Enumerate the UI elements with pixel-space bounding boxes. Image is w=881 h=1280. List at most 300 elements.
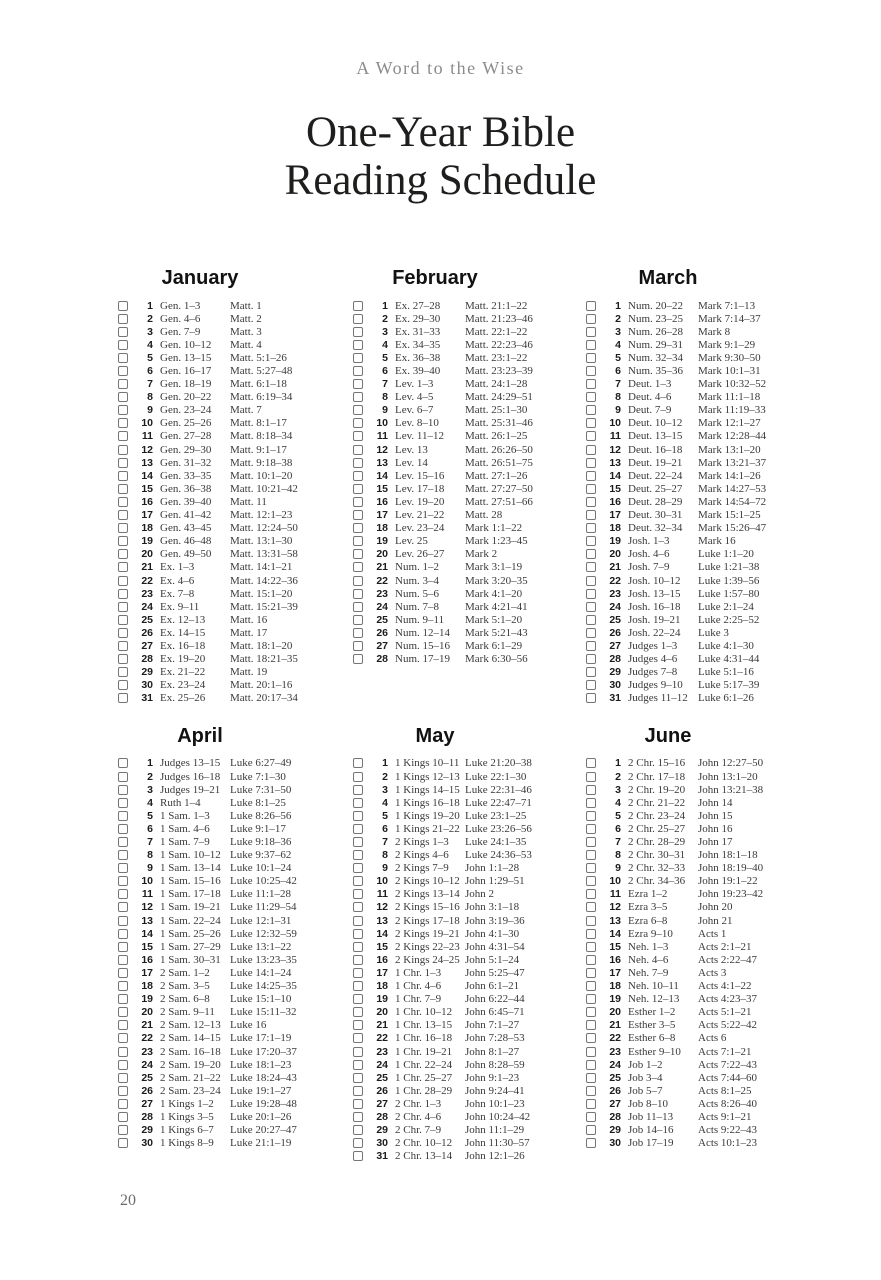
checkbox[interactable] xyxy=(118,785,128,795)
checkbox[interactable] xyxy=(353,392,363,402)
day-number: 12 xyxy=(376,443,388,456)
old-testament-reading: 1 Chr. 25–27 xyxy=(395,1071,453,1084)
checkbox[interactable] xyxy=(586,405,596,415)
new-testament-reading: Matt. 10:21–42 xyxy=(230,482,298,495)
reading-row xyxy=(110,430,345,443)
checkbox[interactable] xyxy=(586,379,596,389)
checkbox[interactable] xyxy=(586,562,596,572)
reading-row xyxy=(578,325,811,338)
checkbox[interactable] xyxy=(353,523,363,533)
checkbox[interactable] xyxy=(118,471,128,481)
reading-row xyxy=(110,338,345,351)
new-testament-reading: John 10:1–23 xyxy=(465,1097,525,1110)
checkbox[interactable] xyxy=(586,510,596,520)
checkbox[interactable] xyxy=(118,366,128,376)
checkbox[interactable] xyxy=(353,929,363,939)
page-title-line2: Reading Schedule xyxy=(284,157,597,204)
day-number: 11 xyxy=(141,430,153,443)
checkbox[interactable] xyxy=(353,615,363,625)
checkbox[interactable] xyxy=(586,758,596,768)
checkbox[interactable] xyxy=(118,1125,128,1135)
reading-row xyxy=(110,666,345,679)
checkbox[interactable] xyxy=(118,562,128,572)
checkbox[interactable] xyxy=(353,418,363,428)
reading-row xyxy=(110,901,345,914)
reading-row xyxy=(578,901,811,914)
reading-row xyxy=(110,653,345,666)
checkbox[interactable] xyxy=(118,484,128,494)
checkbox[interactable] xyxy=(353,1125,363,1135)
checkbox[interactable] xyxy=(353,366,363,376)
reading-row xyxy=(110,1006,345,1019)
checkbox[interactable] xyxy=(353,955,363,965)
day-number: 17 xyxy=(141,509,153,522)
checkbox[interactable] xyxy=(586,876,596,886)
checkbox[interactable] xyxy=(353,1033,363,1043)
checkbox[interactable] xyxy=(353,1099,363,1109)
day-number: 9 xyxy=(382,862,388,875)
checkbox[interactable] xyxy=(586,327,596,337)
old-testament-reading: Gen. 25–26 xyxy=(160,417,212,430)
old-testament-reading: 2 Sam. 16–18 xyxy=(160,1045,221,1058)
checkbox[interactable] xyxy=(353,1073,363,1083)
checkbox[interactable] xyxy=(118,772,128,782)
checkbox[interactable] xyxy=(118,431,128,441)
day-number: 20 xyxy=(609,548,621,561)
old-testament-reading: Judges 4–6 xyxy=(628,653,678,666)
checkbox[interactable] xyxy=(118,1112,128,1122)
checkbox[interactable] xyxy=(353,379,363,389)
checkbox[interactable] xyxy=(118,981,128,991)
day-number: 1 xyxy=(147,757,153,770)
checkbox[interactable] xyxy=(353,837,363,847)
checkbox[interactable] xyxy=(353,484,363,494)
checkbox[interactable] xyxy=(118,536,128,546)
reading-row xyxy=(578,757,811,770)
checkbox[interactable] xyxy=(353,510,363,520)
checkbox[interactable] xyxy=(118,837,128,847)
day-number: 26 xyxy=(609,626,621,639)
checkbox[interactable] xyxy=(118,1099,128,1109)
day-number: 11 xyxy=(376,430,388,443)
day-number: 19 xyxy=(141,535,153,548)
checkbox[interactable] xyxy=(353,641,363,651)
checkbox[interactable] xyxy=(118,758,128,768)
checkbox[interactable] xyxy=(118,314,128,324)
checkbox[interactable] xyxy=(353,850,363,860)
old-testament-reading: 2 Chr. 34–36 xyxy=(628,875,686,888)
checkbox[interactable] xyxy=(586,902,596,912)
checkbox[interactable] xyxy=(353,301,363,311)
old-testament-reading: 1 Chr. 1–3 xyxy=(395,966,442,979)
new-testament-reading: John 21 xyxy=(698,914,733,927)
day-number: 7 xyxy=(615,378,621,391)
reading-row xyxy=(345,822,578,835)
reading-row xyxy=(578,364,811,377)
old-testament-reading: Deut. 10–12 xyxy=(628,417,683,430)
checkbox[interactable] xyxy=(353,628,363,638)
new-testament-reading: Acts 10:1–23 xyxy=(698,1137,757,1150)
day-number: 22 xyxy=(141,1032,153,1045)
old-testament-reading: Josh. 16–18 xyxy=(628,600,681,613)
old-testament-reading: Ex. 23–24 xyxy=(160,679,206,692)
checkbox[interactable] xyxy=(586,1112,596,1122)
day-number: 9 xyxy=(382,404,388,417)
new-testament-reading: Mark 8 xyxy=(698,325,731,338)
checkbox[interactable] xyxy=(353,968,363,978)
checkbox[interactable] xyxy=(353,758,363,768)
checkbox[interactable] xyxy=(353,824,363,834)
reading-row xyxy=(110,548,345,561)
new-testament-reading: Matt. 17 xyxy=(230,626,268,639)
checkbox[interactable] xyxy=(586,785,596,795)
checkbox[interactable] xyxy=(118,929,128,939)
old-testament-reading: Gen. 13–15 xyxy=(160,351,212,364)
checkbox[interactable] xyxy=(353,445,363,455)
checkbox[interactable] xyxy=(353,942,363,952)
checkbox[interactable] xyxy=(586,889,596,899)
checkbox[interactable] xyxy=(118,1020,128,1030)
new-testament-reading: John 8:28–59 xyxy=(465,1058,525,1071)
day-number: 28 xyxy=(609,1110,621,1123)
checkbox[interactable] xyxy=(118,811,128,821)
day-number: 19 xyxy=(609,993,621,1006)
new-testament-reading: Luke 20:1–26 xyxy=(230,1110,292,1123)
reading-row xyxy=(110,522,345,535)
checkbox[interactable] xyxy=(118,549,128,559)
new-testament-reading: Acts 7:1–21 xyxy=(698,1045,752,1058)
old-testament-reading: 2 Sam. 1–2 xyxy=(160,966,210,979)
checkbox[interactable] xyxy=(586,929,596,939)
checkbox[interactable] xyxy=(586,589,596,599)
checkbox[interactable] xyxy=(586,863,596,873)
checkbox[interactable] xyxy=(586,340,596,350)
checkbox[interactable] xyxy=(353,1047,363,1057)
checkbox[interactable] xyxy=(586,1073,596,1083)
day-number: 13 xyxy=(609,456,621,469)
checkbox[interactable] xyxy=(586,837,596,847)
checkbox[interactable] xyxy=(353,562,363,572)
month-section xyxy=(345,725,578,1163)
day-number: 19 xyxy=(376,993,388,1006)
checkbox[interactable] xyxy=(586,458,596,468)
checkbox[interactable] xyxy=(118,680,128,690)
reading-row xyxy=(345,312,578,325)
checkbox[interactable] xyxy=(586,353,596,363)
new-testament-reading: Mark 12:1–27 xyxy=(698,417,761,430)
reading-row xyxy=(578,953,811,966)
old-testament-reading: Ex. 21–22 xyxy=(160,666,206,679)
checkbox[interactable] xyxy=(118,1007,128,1017)
checkbox[interactable] xyxy=(586,811,596,821)
checkbox[interactable] xyxy=(586,1138,596,1148)
checkbox[interactable] xyxy=(118,497,128,507)
checkbox[interactable] xyxy=(586,824,596,834)
checkbox[interactable] xyxy=(118,667,128,677)
checkbox[interactable] xyxy=(353,654,363,664)
reading-row xyxy=(345,600,578,613)
checkbox[interactable] xyxy=(353,889,363,899)
new-testament-reading: Mark 15:26–47 xyxy=(698,522,767,535)
checkbox[interactable] xyxy=(118,654,128,664)
checkbox[interactable] xyxy=(118,576,128,586)
checkbox[interactable] xyxy=(586,314,596,324)
new-testament-reading: Matt. 14:1–21 xyxy=(230,561,293,574)
checkbox[interactable] xyxy=(118,418,128,428)
checkbox[interactable] xyxy=(353,772,363,782)
checkbox[interactable] xyxy=(586,366,596,376)
checkbox[interactable] xyxy=(118,615,128,625)
checkbox[interactable] xyxy=(586,615,596,625)
new-testament-reading: Luke 22:47–71 xyxy=(465,796,532,809)
old-testament-reading: Ex. 16–18 xyxy=(160,639,206,652)
checkbox[interactable] xyxy=(353,876,363,886)
checkbox[interactable] xyxy=(353,405,363,415)
day-number: 1 xyxy=(147,299,153,312)
checkbox[interactable] xyxy=(586,1099,596,1109)
reading-row xyxy=(578,1097,811,1110)
checkbox[interactable] xyxy=(586,968,596,978)
old-testament-reading: Job 14–16 xyxy=(628,1124,674,1137)
day-number: 26 xyxy=(376,626,388,639)
checkbox[interactable] xyxy=(118,340,128,350)
checkbox[interactable] xyxy=(586,916,596,926)
checkbox[interactable] xyxy=(586,549,596,559)
day-number: 14 xyxy=(609,927,621,940)
old-testament-reading: Ex. 14–15 xyxy=(160,626,206,639)
checkbox[interactable] xyxy=(353,327,363,337)
day-number: 6 xyxy=(147,822,153,835)
reading-row xyxy=(578,391,811,404)
day-number: 3 xyxy=(382,783,388,796)
checkbox[interactable] xyxy=(118,889,128,899)
checkbox[interactable] xyxy=(118,1047,128,1057)
checkbox[interactable] xyxy=(118,876,128,886)
checkbox[interactable] xyxy=(586,445,596,455)
checkbox[interactable] xyxy=(586,471,596,481)
checkbox[interactable] xyxy=(118,1138,128,1148)
day-number: 30 xyxy=(609,679,621,692)
checkbox[interactable] xyxy=(586,536,596,546)
reading-row xyxy=(110,587,345,600)
reading-row xyxy=(578,548,811,561)
checkbox[interactable] xyxy=(586,942,596,952)
checkbox[interactable] xyxy=(586,994,596,1004)
reading-row xyxy=(578,940,811,953)
checkbox[interactable] xyxy=(118,353,128,363)
checkbox[interactable] xyxy=(353,497,363,507)
checkbox[interactable] xyxy=(586,693,596,703)
checkbox[interactable] xyxy=(118,902,128,912)
checkbox[interactable] xyxy=(586,1047,596,1057)
old-testament-reading: Ex. 29–30 xyxy=(395,312,441,325)
checkbox[interactable] xyxy=(118,968,128,978)
checkbox[interactable] xyxy=(586,680,596,690)
checkbox[interactable] xyxy=(118,523,128,533)
checkbox[interactable] xyxy=(586,667,596,677)
checkbox[interactable] xyxy=(353,1151,363,1161)
checkbox[interactable] xyxy=(353,431,363,441)
checkbox[interactable] xyxy=(118,1060,128,1070)
checkbox[interactable] xyxy=(586,484,596,494)
checkbox[interactable] xyxy=(118,405,128,415)
new-testament-reading: Luke 1:1–20 xyxy=(698,548,754,561)
reading-row xyxy=(345,430,578,443)
checkbox[interactable] xyxy=(353,1007,363,1017)
day-number: 8 xyxy=(382,391,388,404)
old-testament-reading: Ex. 31–33 xyxy=(395,325,441,338)
new-testament-reading: Luke 14:25–35 xyxy=(230,980,297,993)
running-head: A Word to the Wise xyxy=(356,58,525,78)
checkbox[interactable] xyxy=(118,850,128,860)
checkbox[interactable] xyxy=(353,549,363,559)
checkbox[interactable] xyxy=(353,902,363,912)
checkbox[interactable] xyxy=(586,1020,596,1030)
checkbox[interactable] xyxy=(353,785,363,795)
checkbox[interactable] xyxy=(118,916,128,926)
checkbox[interactable] xyxy=(353,602,363,612)
new-testament-reading: Luke 12:1–31 xyxy=(230,914,292,927)
old-testament-reading: Ex. 4–6 xyxy=(160,574,195,587)
new-testament-reading: Matt. 7 xyxy=(230,404,262,417)
checkbox[interactable] xyxy=(586,301,596,311)
checkbox[interactable] xyxy=(586,418,596,428)
reading-row xyxy=(578,666,811,679)
checkbox[interactable] xyxy=(586,798,596,808)
checkbox[interactable] xyxy=(586,955,596,965)
day-number: 5 xyxy=(147,809,153,822)
old-testament-reading: Gen. 20–22 xyxy=(160,391,212,404)
new-testament-reading: Acts 3 xyxy=(698,966,727,979)
checkbox[interactable] xyxy=(353,1020,363,1030)
checkbox[interactable] xyxy=(118,824,128,834)
checkbox[interactable] xyxy=(353,536,363,546)
old-testament-reading: 1 Chr. 4–6 xyxy=(395,980,442,993)
new-testament-reading: Acts 5:1–21 xyxy=(698,1006,752,1019)
new-testament-reading: John 4:1–30 xyxy=(465,927,520,940)
reading-row xyxy=(578,574,811,587)
old-testament-reading: Deut. 1–3 xyxy=(628,378,672,391)
old-testament-reading: Josh. 13–15 xyxy=(628,587,681,600)
reading-row xyxy=(345,1084,578,1097)
checkbox[interactable] xyxy=(586,1033,596,1043)
checkbox[interactable] xyxy=(586,1060,596,1070)
new-testament-reading: Luke 11:29–54 xyxy=(230,901,297,914)
checkbox[interactable] xyxy=(118,942,128,952)
checkbox[interactable] xyxy=(118,693,128,703)
day-number: 6 xyxy=(147,365,153,378)
checkbox[interactable] xyxy=(118,458,128,468)
checkbox[interactable] xyxy=(586,1086,596,1096)
checkbox[interactable] xyxy=(118,994,128,1004)
checkbox[interactable] xyxy=(118,301,128,311)
checkbox[interactable] xyxy=(586,981,596,991)
months-grid xyxy=(110,267,881,1163)
checkbox[interactable] xyxy=(353,340,363,350)
old-testament-reading: Josh. 4–6 xyxy=(628,548,670,561)
checkbox[interactable] xyxy=(586,497,596,507)
reading-row xyxy=(578,535,811,548)
reading-row xyxy=(578,888,811,901)
checkbox[interactable] xyxy=(118,445,128,455)
checkbox[interactable] xyxy=(118,602,128,612)
day-number: 22 xyxy=(141,574,153,587)
checkbox[interactable] xyxy=(586,1007,596,1017)
checkbox[interactable] xyxy=(353,981,363,991)
old-testament-reading: 2 Sam. 3–5 xyxy=(160,980,210,993)
checkbox[interactable] xyxy=(353,458,363,468)
day-number: 13 xyxy=(376,456,388,469)
checkbox[interactable] xyxy=(353,1086,363,1096)
new-testament-reading: Acts 4:23–37 xyxy=(698,993,757,1006)
checkbox[interactable] xyxy=(118,955,128,965)
reading-row xyxy=(110,404,345,417)
old-testament-reading: Neh. 10–11 xyxy=(628,980,679,993)
checkbox[interactable] xyxy=(118,863,128,873)
old-testament-reading: Lev. 11–12 xyxy=(395,430,444,443)
checkbox[interactable] xyxy=(586,576,596,586)
checkbox[interactable] xyxy=(118,589,128,599)
day-number: 23 xyxy=(609,587,621,600)
checkbox[interactable] xyxy=(586,850,596,860)
checkbox[interactable] xyxy=(586,772,596,782)
day-number: 11 xyxy=(376,888,388,901)
checkbox[interactable] xyxy=(118,628,128,638)
checkbox[interactable] xyxy=(353,863,363,873)
checkbox[interactable] xyxy=(353,589,363,599)
checkbox[interactable] xyxy=(353,576,363,586)
day-number: 16 xyxy=(376,953,388,966)
checkbox[interactable] xyxy=(118,379,128,389)
day-number: 17 xyxy=(141,966,153,979)
checkbox[interactable] xyxy=(353,811,363,821)
old-testament-reading: Gen. 10–12 xyxy=(160,338,212,351)
checkbox[interactable] xyxy=(353,314,363,324)
checkbox[interactable] xyxy=(118,1073,128,1083)
old-testament-reading: Josh. 22–24 xyxy=(628,626,681,639)
checkbox[interactable] xyxy=(118,1086,128,1096)
reading-row xyxy=(345,980,578,993)
checkbox[interactable] xyxy=(118,327,128,337)
old-testament-reading: Neh. 7–9 xyxy=(628,966,669,979)
day-number: 29 xyxy=(609,666,621,679)
checkbox[interactable] xyxy=(353,916,363,926)
checkbox[interactable] xyxy=(118,798,128,808)
new-testament-reading: Luke 2:25–52 xyxy=(698,613,760,626)
checkbox[interactable] xyxy=(353,798,363,808)
day-number: 23 xyxy=(376,1045,388,1058)
checkbox[interactable] xyxy=(586,523,596,533)
reading-row xyxy=(110,692,345,705)
checkbox[interactable] xyxy=(586,654,596,664)
checkbox[interactable] xyxy=(353,353,363,363)
checkbox[interactable] xyxy=(586,1125,596,1135)
checkbox[interactable] xyxy=(586,602,596,612)
checkbox[interactable] xyxy=(118,392,128,402)
checkbox[interactable] xyxy=(586,641,596,651)
checkbox[interactable] xyxy=(118,641,128,651)
checkbox[interactable] xyxy=(353,1060,363,1070)
checkbox[interactable] xyxy=(586,392,596,402)
checkbox[interactable] xyxy=(586,628,596,638)
checkbox[interactable] xyxy=(118,510,128,520)
checkbox[interactable] xyxy=(353,1112,363,1122)
checkbox[interactable] xyxy=(118,1033,128,1043)
checkbox[interactable] xyxy=(586,431,596,441)
checkbox[interactable] xyxy=(353,994,363,1004)
checkbox[interactable] xyxy=(353,471,363,481)
checkbox[interactable] xyxy=(353,1138,363,1148)
